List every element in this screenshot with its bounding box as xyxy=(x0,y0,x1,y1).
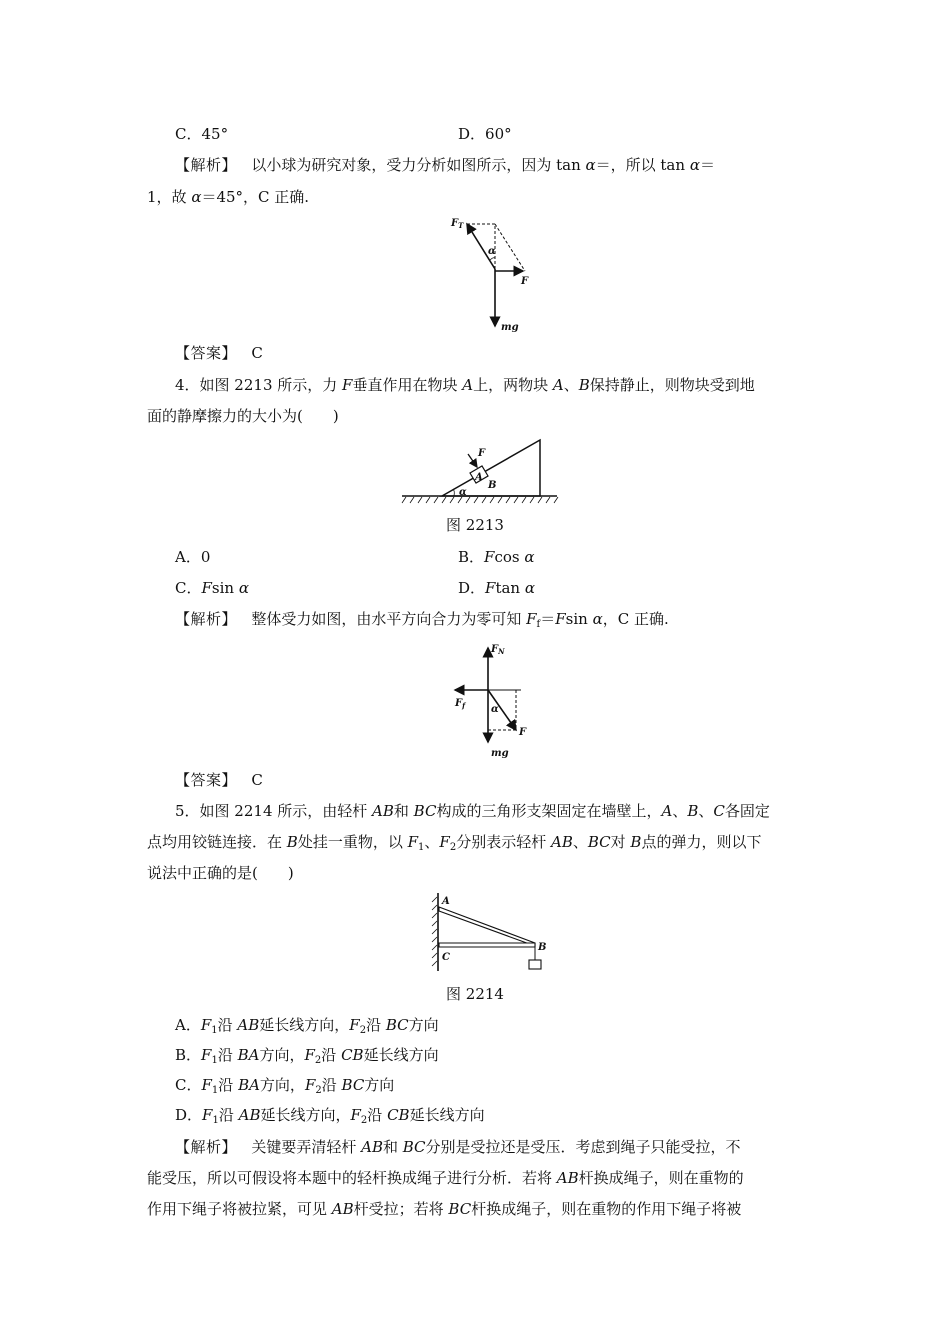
answer-line: 【答案】 C xyxy=(175,771,263,789)
f-label: F xyxy=(519,727,527,738)
b-label: B xyxy=(538,942,547,953)
option-d: D．60° xyxy=(458,125,512,143)
f-label: F xyxy=(478,448,486,459)
a-label: A xyxy=(475,472,483,483)
analysis-line: 作用下绳子将被拉紧，可见 AB杆受拉；若将 BC杆换成绳子，则在重物的作用下绳子将被 xyxy=(147,1200,742,1218)
alpha-label: α xyxy=(459,487,467,498)
analysis-line: 1，故 α＝45°，C 正确. xyxy=(147,188,310,206)
alpha-label: α xyxy=(491,704,499,715)
option-c: C．$F_1$沿 BA方向，$F_2$沿 BC方向 xyxy=(175,1076,395,1096)
analysis-line: 能受压，所以可假设将本题中的轻杆换成绳子进行分析．若将 AB杆换成绳子，则在重物的 xyxy=(147,1169,744,1187)
ft-label: $F_T$ xyxy=(451,218,464,230)
option-a: A．0 xyxy=(175,548,211,566)
alpha-label: α xyxy=(488,246,496,257)
question-stem: 5．如图 2214 所示，由轻杆 AB和 BC构成的三角形支架固定在墙壁上，A、B、C各固定 xyxy=(175,802,770,820)
question-stem: 说法中正确的是( ) xyxy=(147,864,294,882)
question-stem: 4．如图 2213 所示，力 F垂直作用在物块 A上，两物块 A、B保持静止，则物块受到地 xyxy=(175,376,755,394)
mg-label: mg xyxy=(501,322,519,333)
c-label: C xyxy=(442,952,450,963)
analysis-line: 【解析】 整体受力如图，由水平方向合力为零可知 $F_f=Fsin$ α，C 正确. xyxy=(175,610,669,630)
option-b: B．$F_1$沿 BA方向，$F_2$沿 CB延长线方向 xyxy=(175,1046,439,1066)
force-diagram-ball xyxy=(445,214,545,334)
figure-caption: 图 2214 xyxy=(446,985,504,1003)
option-b: B．Fcos α xyxy=(458,548,535,566)
option-d: D．$F_1$沿 AB延长线方向，$F_2$沿 CB延长线方向 xyxy=(175,1106,485,1126)
option-d: D．Ftan α xyxy=(458,579,535,597)
analysis-line: 【解析】 以小球为研究对象，受力分析如图所示，因为 tan α＝，所以 tan α＝ xyxy=(175,156,715,174)
option-a: A．$F_1$沿 AB延长线方向，$F_2$沿 BC方向 xyxy=(175,1016,439,1036)
bracket-figure xyxy=(432,891,562,976)
fn-label: $F_N$ xyxy=(491,644,505,656)
mg-label: mg xyxy=(491,748,509,759)
question-stem: 点均用铰链连接．在 B处挂一重物，以 $F_1$、$F_2$分别表示轻杆 AB、BC对 B点的弹力，则以下 xyxy=(147,833,762,853)
figure-caption: 图 2213 xyxy=(446,516,504,534)
question-stem: 面的静摩擦力的大小为( ) xyxy=(147,407,339,425)
b-label: B xyxy=(488,480,497,491)
answer-line: 【答案】 C xyxy=(175,344,263,362)
option-c: C．45° xyxy=(175,125,229,143)
a-label: A xyxy=(442,896,450,907)
analysis-line: 【解析】 关键要弄清轻杆 AB和 BC分别是受拉还是受压．考虑到绳子只能受拉，不 xyxy=(175,1138,741,1156)
f-label: F xyxy=(521,276,529,287)
incline-figure xyxy=(402,436,562,506)
option-c: C．Fsin α xyxy=(175,579,249,597)
force-diagram-whole xyxy=(445,642,545,762)
ff-label: $F_f$ xyxy=(455,698,466,710)
